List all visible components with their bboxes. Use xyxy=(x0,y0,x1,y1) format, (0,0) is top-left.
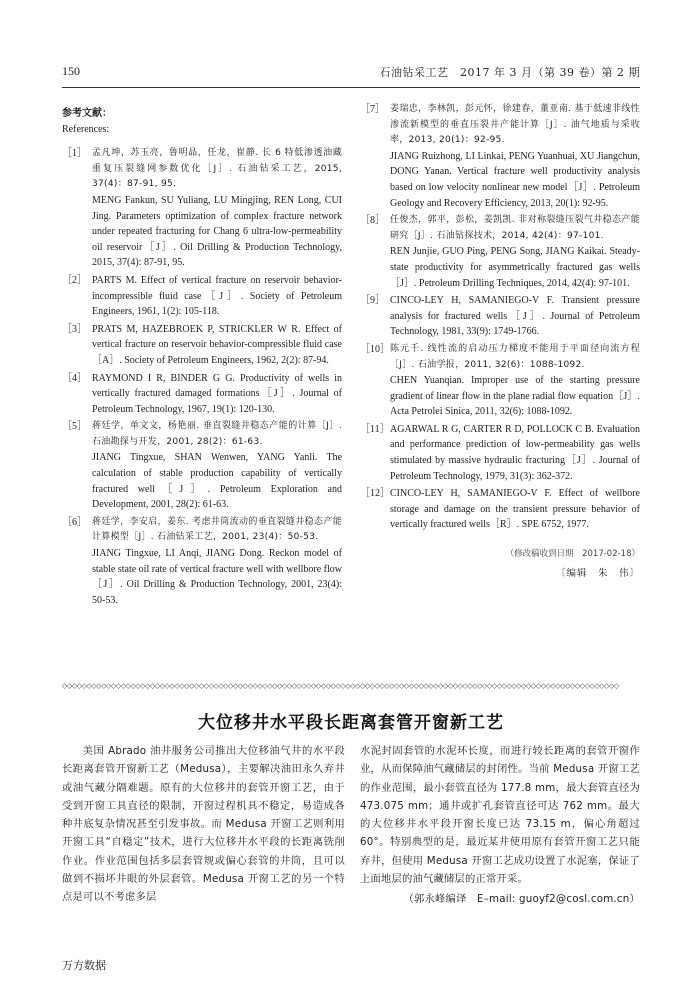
header-rule xyxy=(62,87,640,88)
reference-cn: 蒋廷学，单文文，杨艳丽. 垂直裂缝井稳态产能的计算［J］. 石油勘探与开发，2001, 28(2)：61-63. xyxy=(92,421,342,447)
reference-en: JIANG Tingxue, LI Anqi, JIANG Dong. Reckon model of stable state oil rate of vertical fracture well with wellbore flow［J］. Oil Drilling & Production Technology, 2001, 23(4): 50-53. xyxy=(92,548,342,606)
reference-number: ［5］ xyxy=(62,421,87,433)
reference-en: CINCO-LEY H, SAMANIEGO-V F. Transient pressure analysis for fractured wells［J］. Journal of Petroleum Technology, 1981, 33(9): 1749-1766. xyxy=(390,295,640,338)
reference-item-7 xyxy=(360,102,640,211)
references-right-column xyxy=(360,102,640,581)
news-byline: （郭永峰编译 E–mail: guoyf2@cosl.com.cn） xyxy=(403,893,640,906)
reference-number: ［6］ xyxy=(62,516,87,528)
reference-en: JIANG Tingxue, SHAN Wenwen, YANG Yanli. The calculation of stable production capability of vertically fractured well［J］. Petroleum Exploration and Development, 2001, 28(2): 61-63. xyxy=(92,452,342,511)
reference-item-6 xyxy=(62,515,342,609)
reference-cn: 任俊杰，郭平，彭松，姜凯凯. 非对称裂缝压裂气井稳态产能研究［J］. 石油钻探技术，2014, 42(4)：97-101. xyxy=(390,215,640,241)
references-left-column xyxy=(62,102,342,610)
reference-cn: 陈元千. 线性流的启动压力梯度不能用于平面径向流方程［J］. 石油学报，2011, 32(6)：1088-1092. xyxy=(390,343,640,370)
reference-item-5 xyxy=(62,419,342,513)
watermark-label: 万方数据 xyxy=(62,959,106,972)
news-title: 大位移井水平段长距离套管开窗新工艺 xyxy=(198,713,504,733)
reference-number: ［2］ xyxy=(62,274,87,286)
reference-cn: 蒋廷学，李安启，姜东. 考虑井筒流动的垂直裂缝井稳态产能计算模型［J］. 石油钻采工艺，2001, 23(4)：50-53. xyxy=(92,516,342,543)
reference-number: ［7］ xyxy=(360,104,385,115)
reference-number: ［11］ xyxy=(360,423,390,435)
news-text-right: 水泥封固套管的水泥环长度，而进行较长距离的套管开窗作业，从而保障油气藏储层的封闭性。当前 Medusa 开窗工艺的作业范围，最小套管直径为 177.8 mm，最大套管直径为 473.075 mm；通井或扩孔套管直径可达 762 mm。最大的大位移井水平段开窗长度已达 73.15 m，偏心角超过 60°。特别典型的是，最近某井使用原有套管开窗工艺只能弃井，但使用 Medusa 开窗工艺成功设置了水泥塞，保证了上面地层的油气藏储层的正常开采。 xyxy=(360,745,640,886)
reference-number: ［4］ xyxy=(62,372,87,384)
reference-item-2 xyxy=(62,273,342,320)
reference-number: ［1］ xyxy=(62,148,87,160)
reference-item-3 xyxy=(62,322,342,369)
reference-cn: 姜瑞忠，李林凯，彭元怀，徐建春，董亚南. 基于低速非线性渗流新模型的垂直压裂井产能计算［J］. 油气地质与采收率，2013, 20(1)：92-95. xyxy=(390,104,640,146)
reference-number: ［9］ xyxy=(360,295,385,307)
running-header xyxy=(62,64,640,86)
reference-item-12 xyxy=(360,486,640,533)
journal-info: 石油钻采工艺 2017 年 3 月（第 39 卷）第 2 期 xyxy=(379,66,640,79)
reference-en: CINCO-LEY H, SAMANIEGO-V F. Effect of wellbore storage and damage on the transient pressure behavior of vertically fractured wells［R］. SPE 6752, 1977. xyxy=(390,488,640,531)
news-text-left: 美国 Abrado 油井服务公司推出大位移油气井的水平段长距离套管开窗新工艺（Medusa），主要解决油田永久弃井或油气藏分隔难题。原有的大位移井的套管开窗工艺，由于受到开窗工具直径的限制，开窗过程机具不稳定，易造成各种井底复杂情况甚至引发事故。而 Medusa 开窗工艺则利用开窗工具“自稳定”技术，进行大位移井水平段的长距离铣削作业。作业范围包括多层套管规或偏心套管的井筒，且可以做到不损坏井眼的外层套管。Medusa 开窗工艺的另一个特点是可以不考虑多层 xyxy=(62,745,345,904)
reference-en: PARTS M. Effect of vertical fracture on reservoir behavior-incompressible fluid case［J］. Society of Petroleum Engineers, 1961, 1(2): 105-118. xyxy=(92,274,342,318)
reference-en: CHEN Yuanqian. Improper use of the starting pressure gradient of linear flow in the plane radial flow equation［J］. Acta Petrolei Sinica, 2011, 32(6): 1088-1092. xyxy=(390,375,640,418)
references-subtitle: References: xyxy=(62,123,110,135)
reference-en: JIANG Ruizhong, LI Linkai, PENG Yuanhuai, XU Jiangchun, DONG Yanan. Vertical fracture well productivity analysis based on low velocity nonlinear new model［J］. Petroleum Geology and Recovery Efficiency, 2013, 20(1): 92-95. xyxy=(390,150,640,209)
reference-number: ［12］ xyxy=(360,488,390,500)
reference-number: ［3］ xyxy=(62,323,87,335)
page-number: 150 xyxy=(62,64,80,78)
reference-en: AGARWAL R G, CARTER R D, POLLOCK C B. Evaluation and performance prediction of low-permeability gas wells stimulated by massive hydraulic fracturing［J］. Journal of Petroleum Technology, 1979, 31(3): 362-372. xyxy=(390,423,640,482)
reference-item-4 xyxy=(62,371,342,418)
revision-date: （修改稿收到日期 2017-02-18） xyxy=(505,549,640,560)
reference-item-1 xyxy=(62,146,342,271)
editor-credit: 〔编辑 朱 伟〕 xyxy=(555,567,640,579)
reference-en: PRATS M, HAZEBROEK P, STRICKLER W R. Effect of vertical fracture on reservoir behavior-compressible fluid case［A］. Society of Petroleum Engineers, 1962, 2(2): 87-94. xyxy=(92,323,342,366)
reference-number: ［10］ xyxy=(360,343,390,355)
reference-cn: 孟凡坤，苏玉亮，鲁明晶，任龙，崔静. 长 6 特低渗透油藏重复压裂缝网参数优化［J］. 石油钻采工艺，2015, 37(4)：87-91, 95. xyxy=(92,148,342,190)
reference-item-10 xyxy=(360,342,640,420)
news-text-right-column xyxy=(360,742,640,909)
reference-item-8 xyxy=(360,213,640,291)
ornamental-divider: ◇◇◇◇◇◇◇◇◇◇◇◇◇◇◇◇◇◇◇◇◇◇◇◇◇◇◇◇◇◇◇◇◇◇◇◇◇◇◇◇◇◇◇◇◇◇◇◇◇◇◇◇◇◇◇◇◇◇◇◇◇◇◇◇◇◇◇◇◇◇◇◇◇◇◇◇◇◇◇◇◇◇◇◇◇◇◇◇◇◇◇◇◇◇◇◇◇◇◇◇◇◇◇◇◇◇◇◇◇◇◇◇◇◇ xyxy=(62,682,619,690)
reference-item-9 xyxy=(360,293,640,340)
reference-en: RAYMOND I R, BINDER G G. Productivity of wells in vertically fractured damaged formations［J］. Journal of Petroleum Technology, 1967, 19(1): 120-130. xyxy=(92,372,342,415)
reference-item-11 xyxy=(360,422,640,484)
references-title: 参考文献： xyxy=(62,108,112,119)
reference-en: REN Junjie, GUO Ping, PENG Song, JIANG Kaikai. Steady-state productivity for asymmetrically fractured gas wells［J］. Petroleum Drilling Techniques, 2014, 42(4): 97-101. xyxy=(390,246,640,289)
reference-en: MENG Fankun, SU Yuliang, LU Mingjing, REN Long, CUI Jing. Parameters optimization of complex fracture network under repeated fracturing for Chang 6 ultra-low-permeability oil reservoir［J］. Oil Drilling & Production Technology, 2015, 37(4): 87-91, 95. xyxy=(92,194,342,269)
reference-number: ［8］ xyxy=(360,215,385,227)
